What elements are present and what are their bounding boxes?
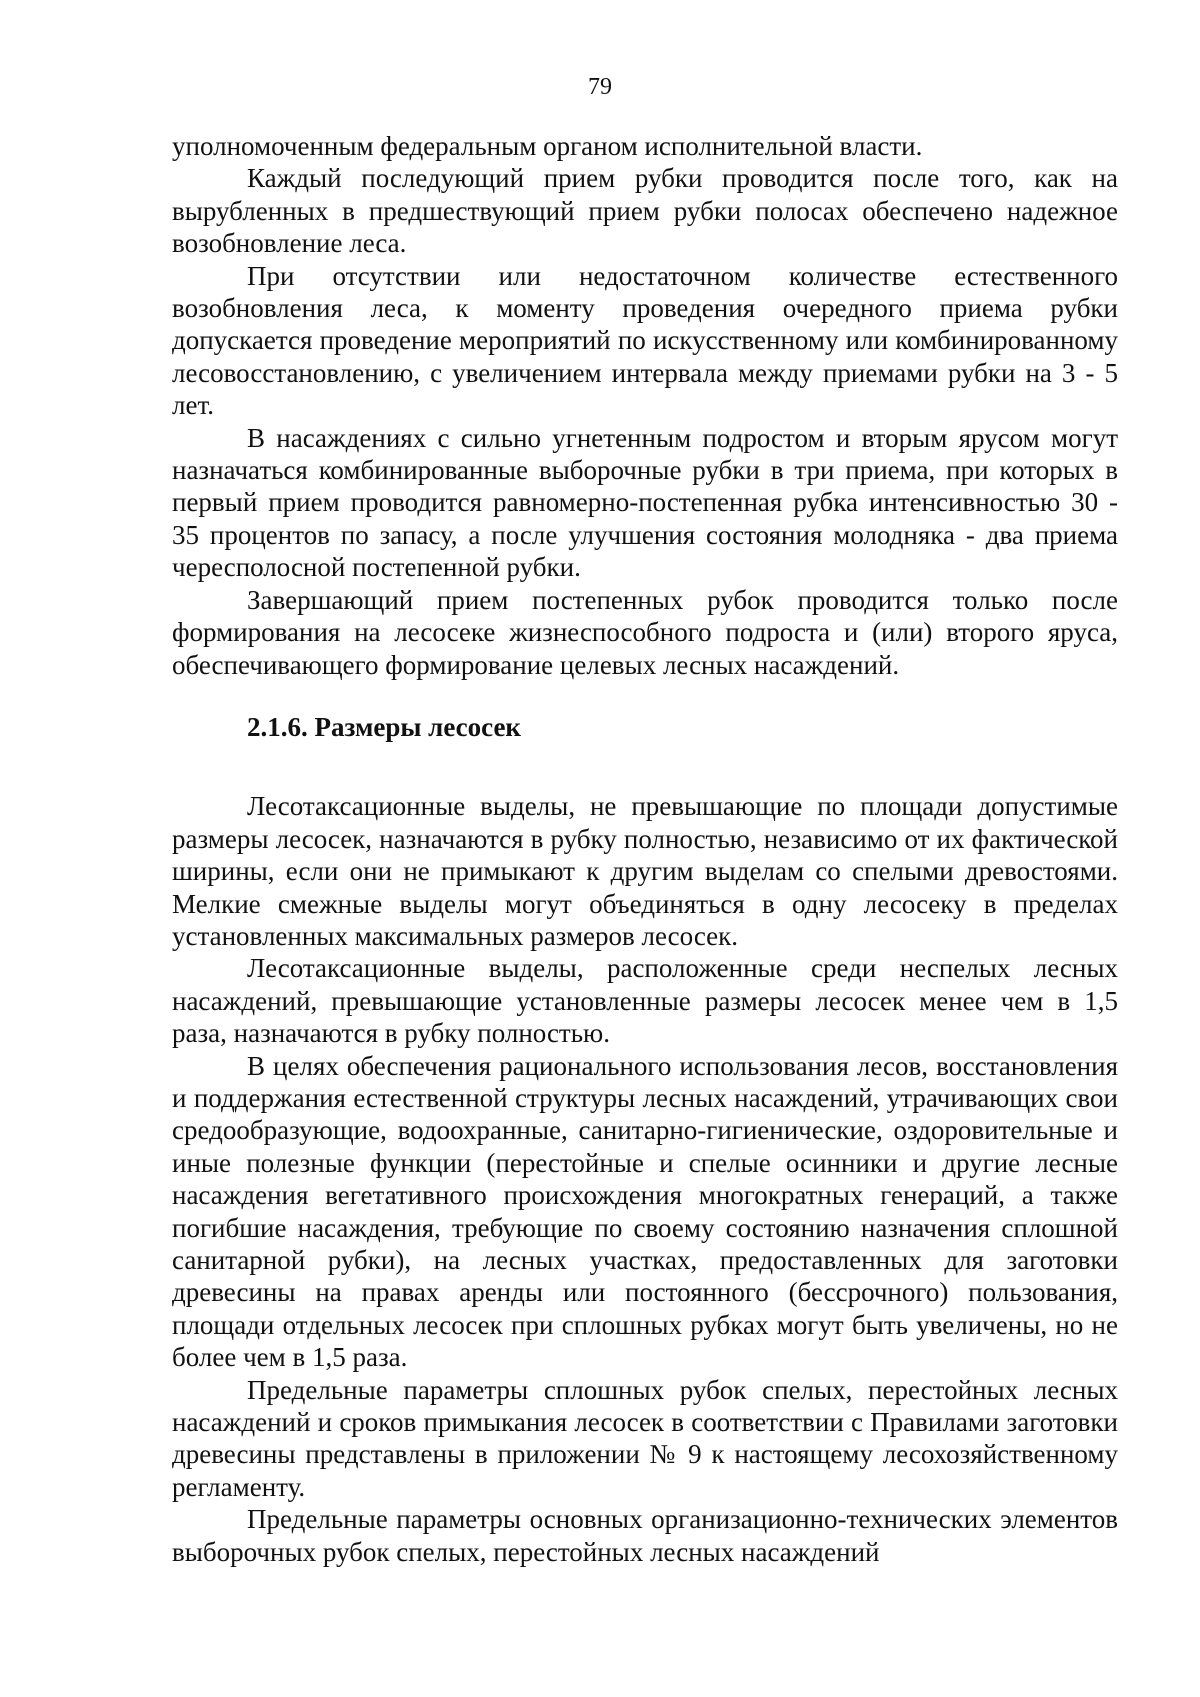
page-number: 79 (588, 74, 612, 100)
paragraph: В целях обеспечения рационального использования лесов, восстановления и поддержания естественной структуры лесных насаждений, утрачивающих свои средообразующие, водоохранные, санитарно-гигиенические, оздоровительные и иные полезные функции (перестойные и спелые осинники и другие лесные насаждения вегетативного происхождения многократных генераций, а также погибшие насаждения, требующие по своему состоянию назначения сплошной санитарной рубки), на лесных участках, предоставленных для заготовки древесины на правах аренды или постоянного (бессрочного) пользования, площади отдельных лесосек при сплошных рубках могут быть увеличены, но не более чем в 1,5 раза. (172, 1050, 1118, 1373)
paragraph: При отсутствии или недостаточном количестве естественного возобновления леса, к моменту проведения очередного приема рубки допускается проведение мероприятий по искусственному или комбинированному лесовосстановлению, с увеличением интервала между приемами рубки на 3 - 5 лет. (172, 260, 1118, 421)
paragraph: Предельные параметры сплошных рубок спелых, перестойных лесных насаждений и сроков примыкания лесосек в соответствии с Правилами заготовки древесины представлены в приложении № 9 к настоящему лесохозяйственному регламенту. (172, 1374, 1118, 1502)
page-body (172, 130, 1118, 1568)
paragraph: Завершающий прием постепенных рубок проводится только после формирования на лесосеке жизнеспособного подроста и (или) второго яруса, обеспечивающего формирование целевых лесных насаждений. (172, 584, 1118, 680)
section-heading: 2.1.6. Размеры лесосек (247, 711, 521, 742)
paragraph-continuation: уполномоченным федеральным органом исполнительной власти. (172, 131, 923, 161)
paragraph: Лесотаксационные выделы, расположенные среди неспелых лесных насаждений, превышающие установленные размеры лесосек менее чем в 1,5 раза, назначаются в рубку полностью. (172, 953, 1118, 1049)
paragraph: Лесотаксационные выделы, не превышающие по площади допустимые размеры лесосек, назначаются в рубку полностью, независимо от их фактической ширины, если они не примыкают к другим выделам со спелыми древостоями. Мелкие смежные выделы могут объединяться в одну лесосеку в пределах установленных максимальных размеров лесосек. (172, 791, 1118, 951)
paragraph: Каждый последующий прием рубки проводится после того, как на вырубленных в предшествующий прием рубки полосах обеспечено надежное возобновление леса. (172, 163, 1118, 259)
paragraph-continued-on-next-page: Предельные параметры основных организационно-технических элементов выборочных рубок спелых, перестойных лесных насаждений (172, 1504, 1118, 1567)
paragraph: В насаждениях с сильно угнетенным подростом и вторым ярусом могут назначаться комбинированные выборочные рубки в три приема, при которых в первый прием проводится равномерно-постепенная рубка интенсивностью 30 - 35 процентов по запасу, а после улучшения состояния молодняка - два приема чересполосной постепенной рубки. (172, 422, 1118, 583)
